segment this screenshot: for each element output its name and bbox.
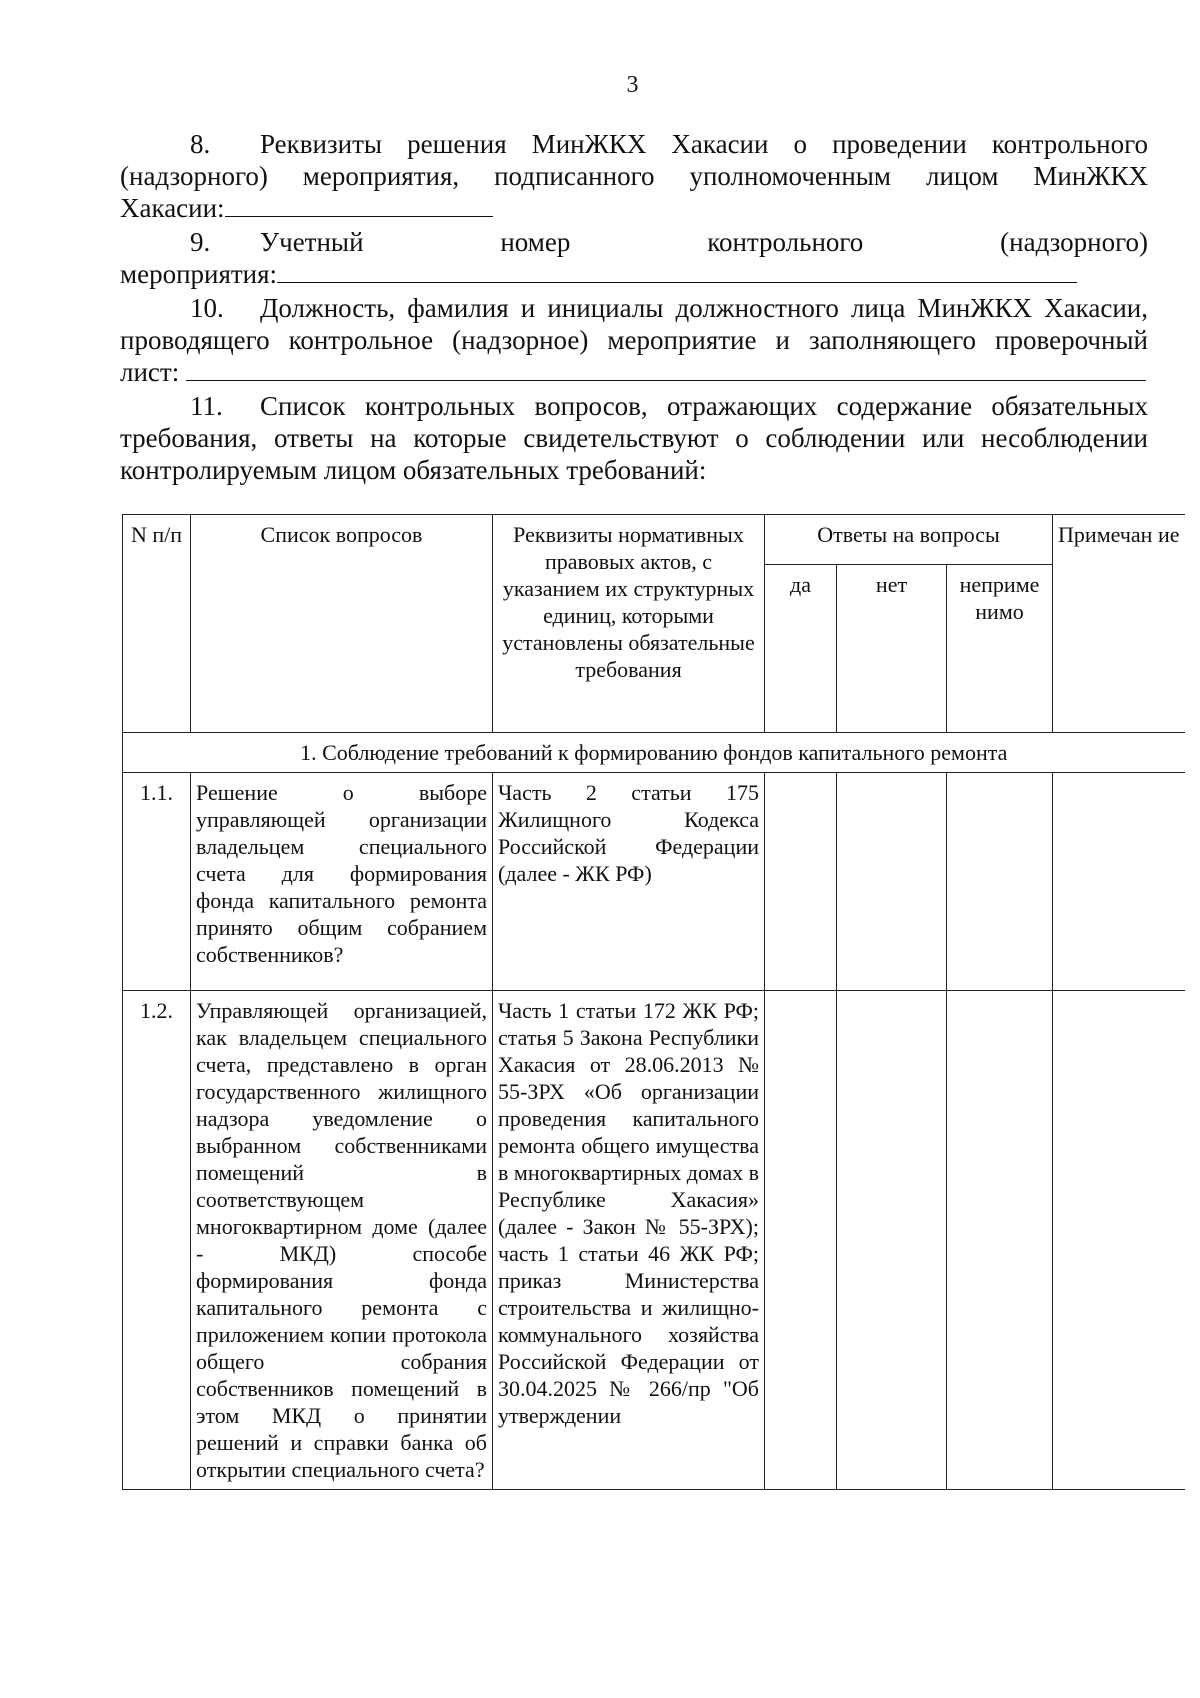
table-row <box>123 991 1185 1490</box>
row-number: 1.1. <box>123 773 191 991</box>
row-number: 1.2. <box>123 991 191 1490</box>
row-question: Решение о выборе управляющей организации владельцем специального счета для формирования фонда капитального ремонта принято общим собранием собственников? <box>191 773 493 991</box>
row-answer-na-cell <box>947 773 1053 991</box>
item-10-line-3: лист: <box>120 356 1148 388</box>
section-row <box>123 733 1185 773</box>
row-answer-no-cell <box>837 773 947 991</box>
item-10 <box>120 292 1148 388</box>
item-11-line-1: 11. Список контрольных вопросов, отражающих содержание обязательных <box>190 391 1148 421</box>
item-8-line-1: 8. Реквизиты решения МинЖКХ Хакасии о проведении контрольного <box>190 129 1148 159</box>
header-questions: Список вопросов <box>191 515 493 733</box>
item-9-fill-line <box>277 260 1077 283</box>
row-answer-yes-cell <box>765 773 837 991</box>
header-num: N п/п <box>123 515 191 733</box>
item-8-number: 8. <box>190 129 211 159</box>
row-answer-na-cell <box>947 991 1053 1490</box>
item-11-number: 11. <box>190 391 223 421</box>
row-answer-no-cell <box>837 991 947 1490</box>
item-10-line-1: 10. Должность, фамилия и инициалы должностного лица МинЖКХ Хакасии, <box>190 293 1148 323</box>
row-requisites: Часть 2 статьи 175 Жилищного Кодекса Российской Федерации (далее - ЖК РФ) <box>493 773 765 991</box>
row-question: Управляющей организацией, как владельцем специального счета, представлено в орган государственного жилищного надзора уведомление о выбранном собственниками помещений в соответствующем многоквартирном доме (далее - МКД) способе формирования фонда капитального ремонта с приложением копии протокола общего собрания собственников помещений в этом МКД о принятии решений и справки банка об открытии специального счета? <box>191 991 493 1490</box>
item-8-line-2: (надзорного) мероприятия, подписанного уполномоченным лицом МинЖКХ <box>120 161 1148 191</box>
row-answer-yes-cell <box>765 991 837 1490</box>
table-header <box>123 515 1185 733</box>
item-10-number: 10. <box>190 293 224 323</box>
item-8 <box>120 128 1148 224</box>
item-11-line-2: требования, ответы на которые свидетельствуют о соблюдении или несоблюдении <box>120 423 1148 453</box>
table-row <box>123 773 1185 991</box>
item-9-line-2: мероприятия: <box>120 258 1148 290</box>
header-na: неприме нимо <box>947 565 1053 733</box>
section-title: 1. Соблюдение требований к формированию фондов капитального ремонта <box>123 733 1185 773</box>
item-11-line-3: контролируемым лицом обязательных требований: <box>120 455 707 485</box>
item-10-line-2: проводящего контрольное (надзорное) мероприятие и заполняющего проверочный <box>120 325 1148 355</box>
checklist-table <box>122 514 1185 1490</box>
row-note-cell <box>1053 991 1185 1490</box>
item-8-fill-line <box>225 194 493 217</box>
page-number: 3 <box>626 72 639 98</box>
item-9 <box>120 226 1148 290</box>
header-requisites: Реквизиты нормативных правовых актов, с указанием их структурных единиц, которыми установлены обязательные требования <box>493 515 765 733</box>
item-10-fill-line <box>186 358 1146 381</box>
row-requisites: Часть 1 статьи 172 ЖК РФ; статья 5 Закона Республики Хакасия от 28.06.2013 № 55-ЗРХ «Об организации проведения капитального ремонта общего имущества в многоквартирных домах в Республике Хакасия» (далее - Закон № 55-ЗРХ); часть 1 статьи 46 ЖК РФ; приказ Министерства строительства и жилищно-коммунального хозяйства Российской Федерации от 30.04.2025 № 266/пр "Об утверждении <box>493 991 765 1490</box>
item-9-number: 9. <box>190 227 211 257</box>
item-11 <box>120 390 1148 486</box>
header-note: Примечан ие <box>1053 515 1185 733</box>
item-9-line-1: 9. Учетный номер контрольного (надзорного) <box>190 227 1148 257</box>
item-8-line-3: Хакасии: <box>120 192 1148 224</box>
header-no: нет <box>837 565 947 733</box>
row-note-cell <box>1053 773 1185 991</box>
header-answers: Ответы на вопросы <box>765 515 1053 565</box>
header-yes: да <box>765 565 837 733</box>
